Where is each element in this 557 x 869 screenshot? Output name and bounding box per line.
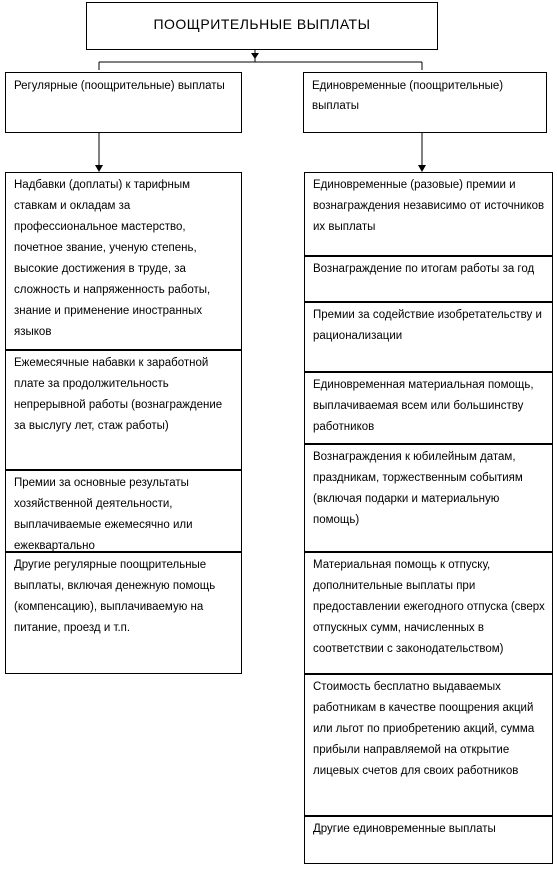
right-item-vacation-aid: Материальная помощь к отпуску, дополнительные выплаты при предоставлении ежегодного отпуска (сверх отпускных сумм, начисленных в соответствии с законодательством) [304, 552, 553, 674]
right-item-one-time-premiums: Единовременные (разовые) премии и вознаграждения независимо от источников их выплаты [304, 172, 553, 256]
arrow-down-icon [95, 165, 103, 172]
right-item-invention-premiums: Премии за содействие изобретательству и рационализации [304, 302, 553, 372]
arrow-down-icon [251, 53, 259, 59]
left-item-performance-premiums: Премии за основные результаты хозяйственной деятельности, выплачиваемые ежемесячно или ежеквартально [5, 470, 242, 552]
right-item-other-one-time: Другие единовременные выплаты [304, 816, 553, 864]
right-item-shares-cost: Стоимость бесплатно выдаваемых работникам в качестве поощрения акций или льгот по приобретению акций, сумма прибыли направляемой на открытие лицевых счетов для своих работников [304, 674, 553, 816]
left-item-monthly-bonuses: Ежемесячные набавки к заработной плате за продолжительность непрерывной работы (вознаграждение за выслугу лет, стаж работы) [5, 350, 242, 470]
left-item-allowances: Надбавки (доплаты) к тарифным ставкам и окладам за профессиональное мастерство, почетное звание, ученую степень, высокие достижения в труде, за сложность и напряженность работы, знание и применение иностранных языков [5, 172, 242, 350]
right-item-anniversary-rewards: Вознаграждения к юбилейным датам, праздникам, торжественным событиям (включая подарки и материальную помощь) [304, 444, 553, 552]
diagram-title: ПООЩРИТЕЛЬНЫЕ ВЫПЛАТЫ [86, 2, 438, 50]
arrow-down-icon [418, 165, 426, 172]
left-item-other-regular: Другие регулярные поощрительные выплаты, включая денежную помощь (компенсацию), выплачиваемую на питание, проезд и т.п. [5, 552, 242, 674]
right-item-material-aid: Единовременная материальная помощь, выплачиваемая всем или большинству работников [304, 372, 553, 444]
right-item-annual-reward: Вознаграждение по итогам работы за год [304, 256, 553, 302]
regular-payments-header: Регулярные (поощрительные) выплаты [5, 72, 242, 133]
one-time-payments-header: Единовременные (поощрительные) выплаты [303, 72, 547, 133]
